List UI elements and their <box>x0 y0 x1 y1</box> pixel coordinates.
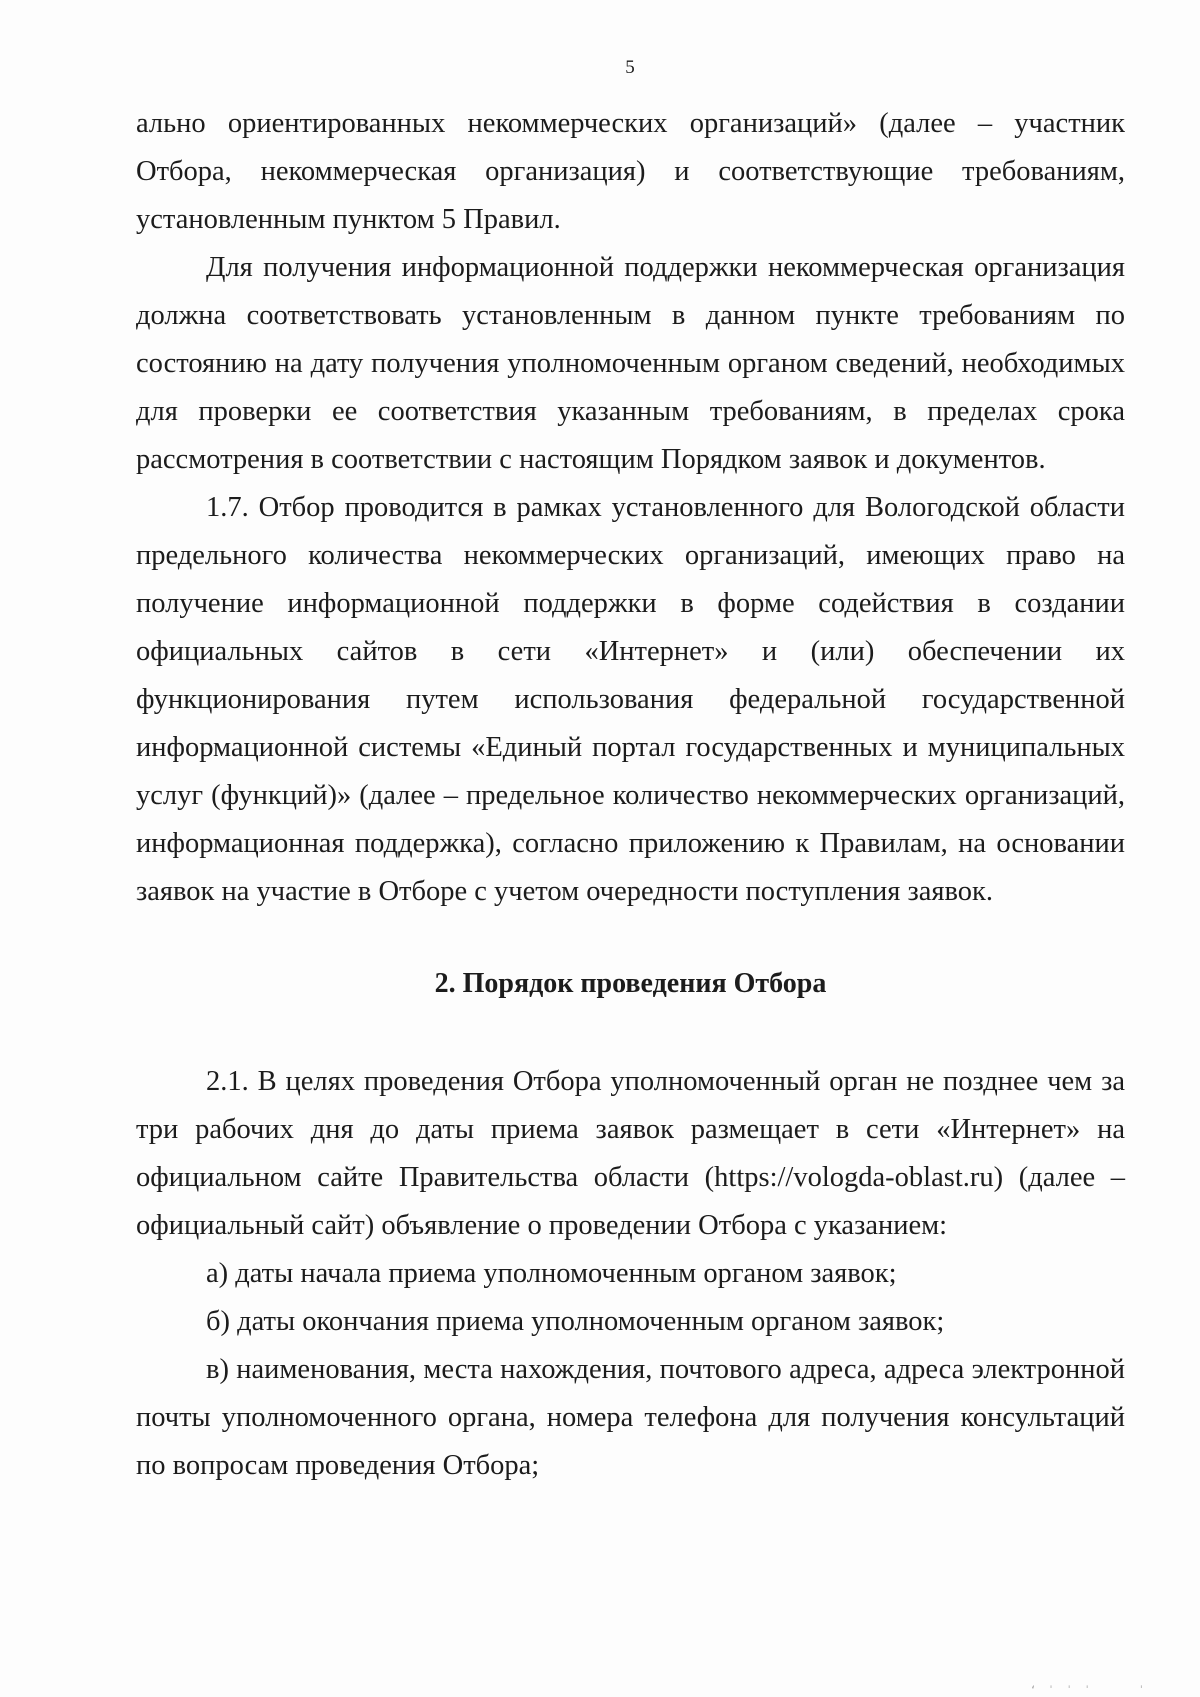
section-heading: 2. Порядок проведения Отбора <box>434 968 827 999</box>
paragraph-continuation: ально ориентированных некоммерческих организаций» (далее – участник Отбора, некоммерческая организация) и соответствующие требованиям, установленным пунктом 5 Правил. <box>136 108 1125 235</box>
list-item-b: б) даты окончания приема уполномоченным органом заявок; <box>206 1306 945 1337</box>
paragraph-1-7: 1.7. Отбор проводится в рамках установленного для Вологодской области предельного количества некоммерческих организаций, имеющих право на получение информационной поддержки в форме содействия в создании официальных сайтов в сети «Интернет» и (или) обеспечении их функционирования путем использования федеральной государственной информационной системы «Единый портал государственных и муниципальных услуг (функций)» (далее – предельное количество некоммерческих организаций, информационная поддержка), согласно приложению к Правилам, на основании заявок на участие в Отборе с учетом очередности поступления заявок. <box>136 492 1125 907</box>
paragraph-2-1: 2.1. В целях проведения Отбора уполномоченный орган не позднее чем за три рабочих дня до даты приема заявок размещает в сети «Интернет» на официальном сайте Правительства области (https://vologda-oblast.ru) (далее – официальный сайт) объявление о проведении Отбора с указанием: <box>136 1066 1125 1241</box>
list-item-a: а) даты начала приема уполномоченным органом заявок; <box>206 1258 897 1289</box>
paragraph-info-support: Для получения информационной поддержки некоммерческая организация должна соответствовать установленным в данном пункте требованиям по состоянию на дату получения уполномоченным органом сведений, необходимых для проверки ее соответствия указанным требованиям, в пределах срока рассмотрения в соответствии с настоящим Порядком заявок и документов. <box>136 252 1125 475</box>
document-body <box>136 100 1125 1490</box>
page-number: 5 <box>625 57 635 78</box>
scan-artifact: ‘ ˈ ˈ ˈ ˈ <box>1030 1685 1148 1696</box>
list-item-v: в) наименования, места нахождения, почтового адреса, адреса электронной почты уполномоченного органа, номера телефона для получения консультаций по вопросам проведения Отбора; <box>136 1354 1125 1481</box>
